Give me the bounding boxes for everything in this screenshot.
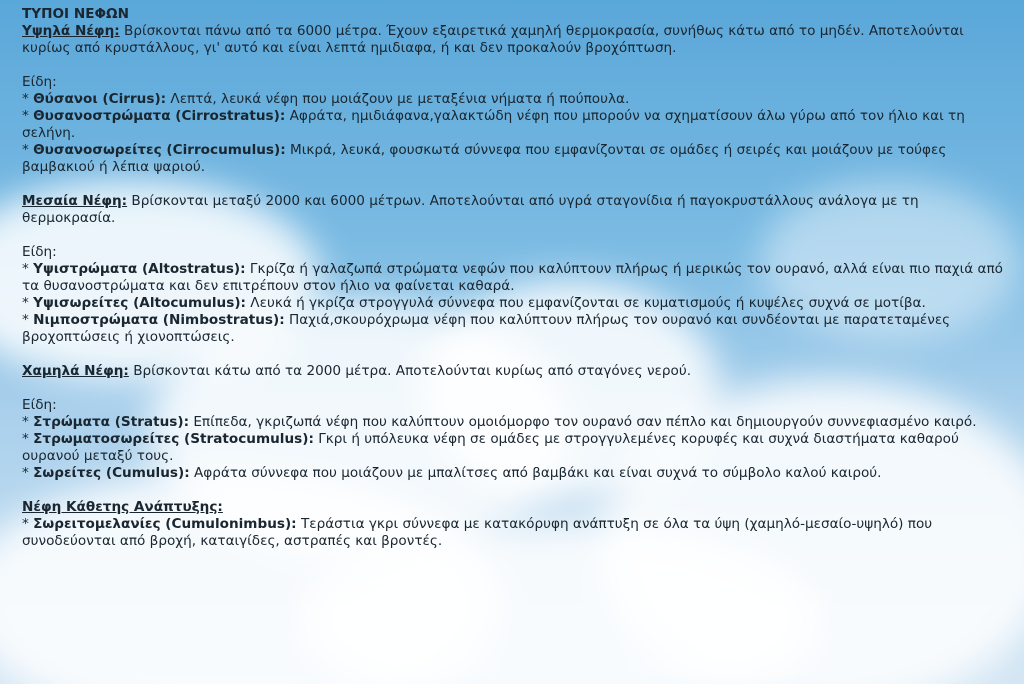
types-label: Είδη: bbox=[22, 397, 57, 413]
cloud-type-name: Νιμποστρώματα (Nimbostratus): bbox=[33, 312, 285, 328]
list-item: * Στρωματοσωρείτες (Stratocumulus): Γκρι ή υπόλευκα νέφη σε ομάδες με στρογγυλεμένες κορυφές και συχνά διαστήματα καθαρού ουρανού μεταξύ τους. bbox=[22, 431, 959, 464]
section-high-clouds bbox=[22, 23, 1007, 176]
cloud-type-name: Υψισωρείτες (Altocumulus): bbox=[33, 295, 246, 311]
section-heading: Χαμηλά Νέφη: bbox=[22, 363, 129, 379]
cloud-type-name: Υψιστρώματα (Altostratus): bbox=[33, 261, 246, 277]
section-vertical-clouds bbox=[22, 499, 1007, 550]
cloud-type-text: Επίπεδα, γκριζωπά νέφη που καλύπτουν ομοιόμορφο τον ουρανό σαν πέπλο και δημιουργούν συννεφιασμένο καιρό. bbox=[189, 414, 977, 430]
document-body bbox=[22, 6, 1007, 550]
list-item: * Σωρείτες (Cumulus): Αφράτα σύννεφα που μοιάζουν με μπαλίτσες από βαμβάκι και είναι συχνά το σύμβολο καλού καιρού. bbox=[22, 465, 882, 481]
cloud-type-name: Θυσανοστρώματα (Cirrostratus): bbox=[33, 108, 286, 124]
section-description: Βρίσκονται πάνω από τα 6000 μέτρα. Έχουν εξαιρετικά χαμηλή θερμοκρασία, συνήθως κάτω από το μηδέν. Αποτελούνται κυρίως από κρυστάλλους, γι' αυτό και είναι λεπτά ημιδιαφα, ή και δεν προκαλούν βροχόπτωση. bbox=[22, 23, 964, 56]
cloud-type-text: Μικρά, λευκά, φουσκωτά σύννεφα που εμφανίζονται σε ομάδες ή σειρές και μοιάζουν με τούφες βαμβακιού ή λέπια ψαριού. bbox=[22, 142, 947, 175]
section-heading: Μεσαία Νέφη: bbox=[22, 193, 128, 209]
cloud-type-text: Αφράτα σύννεφα που μοιάζουν με μπαλίτσες από βαμβάκι και είναι συχνά το σύμβολο καλού καιρού. bbox=[189, 465, 882, 481]
cloud-type-text: Γκρίζα ή γαλαζωπά στρώματα νεφών που καλύπτουν πλήρως ή μερικώς τον ουρανό, αλλά είναι πιο παχιά από τα θυσανοστρώματα και δεν επιτρέπουν στον ήλιο να φαίνεται καθαρά. bbox=[22, 261, 1003, 294]
page-title: ΤΥΠΟΙ ΝΕΦΩΝ bbox=[22, 6, 129, 22]
section-description: Βρίσκονται μεταξύ 2000 και 6000 μέτρων. Αποτελούνται από υγρά σταγονίδια ή παγοκρυστάλλους ανάλογα με τη θερμοκρασία. bbox=[22, 193, 919, 226]
cloud-type-name: Σωρείτες (Cumulus): bbox=[33, 465, 190, 481]
cloud-type-text: Λευκά ή γκρίζα στρογγυλά σύννεφα που εμφανίζονται σε κυματισμούς ή κυψέλες συχνά σε μοτίβα. bbox=[245, 295, 926, 311]
list-item: * Υψισωρείτες (Altocumulus): Λευκά ή γκρίζα στρογγυλά σύννεφα που εμφανίζονται σε κυματισμούς ή κυψέλες συχνά σε μοτίβα. bbox=[22, 295, 926, 311]
section-middle-clouds bbox=[22, 193, 1007, 346]
section-intro bbox=[22, 193, 1007, 227]
cloud-type-text: Αφράτα, ημιδιάφανα,γαλακτώδη νέφη που μπορούν να σχηματίσουν άλω γύρω από τον ήλιο και τη σελήνη. bbox=[22, 108, 965, 141]
cloud-type-name: Θυσανοσωρείτες (Cirrocumulus): bbox=[33, 142, 286, 158]
list-item: * Νιμποστρώματα (Nimbostratus): Παχιά,σκουρόχρωμα νέφη που καλύπτουν πλήρως τον ουρανό και συνδέονται με παρατεταμένες βροχοπτώσεις ή χιονοπτώσεις. bbox=[22, 312, 951, 345]
section-heading: Υψηλά Νέφη: bbox=[22, 23, 120, 39]
list-item: * Σωρειτομελανίες (Cumulonimbus): Τεράστια γκρι σύννεφα με κατακόρυφη ανάπτυξη σε όλα τα ύψη (χαμηλό-μεσαίο-υψηλό) που συνοδεύονται από βροχή, καταιγίδες, αστραπές και βροντές. bbox=[22, 516, 933, 549]
types-label: Είδη: bbox=[22, 244, 57, 260]
cloud-type-name: Στρώματα (Stratus): bbox=[33, 414, 190, 430]
list-item: * Στρώματα (Stratus): Επίπεδα, γκριζωπά νέφη που καλύπτουν ομοιόμορφο τον ουρανό σαν πέπλο και δημιουργούν συννεφιασμένο καιρό. bbox=[22, 414, 977, 430]
section-intro bbox=[22, 23, 1007, 57]
cloud-type-text: Γκρι ή υπόλευκα νέφη σε ομάδες με στρογγυλεμένες κορυφές και συχνά διαστήματα καθαρού ουρανού μεταξύ τους. bbox=[22, 431, 959, 464]
list-item: * Θυσανοστρώματα (Cirrostratus): Αφράτα, ημιδιάφανα,γαλακτώδη νέφη που μπορούν να σχηματίσουν άλω γύρω από τον ήλιο και τη σελήνη. bbox=[22, 108, 965, 141]
list-item: * Θύσανοι (Cirrus): Λεπτά, λευκά νέφη που μοιάζουν με μεταξένια νήματα ή πούπουλα. bbox=[22, 91, 630, 107]
list-item: * Θυσανοσωρείτες (Cirrocumulus): Μικρά, λευκά, φουσκωτά σύννεφα που εμφανίζονται σε ομάδες ή σειρές και μοιάζουν με τούφες βαμβακιού ή λέπια ψαριού. bbox=[22, 142, 947, 175]
section-intro bbox=[22, 363, 1007, 380]
cloud-type-text: Λεπτά, λευκά νέφη που μοιάζουν με μεταξένια νήματα ή πούπουλα. bbox=[166, 91, 630, 107]
section-intro bbox=[22, 499, 1007, 516]
list-item: * Υψιστρώματα (Altostratus): Γκρίζα ή γαλαζωπά στρώματα νεφών που καλύπτουν πλήρως ή μερικώς τον ουρανό, αλλά είναι πιο παχιά από τα θυσανοστρώματα και δεν επιτρέπουν στον ήλιο να φαίνεται καθαρά. bbox=[22, 261, 1003, 294]
cloud-type-name: Σωρειτομελανίες (Cumulonimbus): bbox=[33, 516, 297, 532]
section-heading: Νέφη Κάθετης Ανάπτυξης: bbox=[22, 499, 223, 515]
cloud-type-name: Στρωματοσωρείτες (Stratocumulus): bbox=[33, 431, 314, 447]
types-label: Είδη: bbox=[22, 74, 57, 90]
cloud-type-name: Θύσανοι (Cirrus): bbox=[33, 91, 167, 107]
cloud-type-text: Τεράστια γκρι σύννεφα με κατακόρυφη ανάπτυξη σε όλα τα ύψη (χαμηλό-μεσαίο-υψηλό) που συνοδεύονται από βροχή, καταιγίδες, αστραπές και βροντές. bbox=[22, 516, 933, 549]
section-description: Βρίσκονται κάτω από τα 2000 μέτρα. Αποτελούνται κυρίως από σταγόνες νερού. bbox=[128, 363, 692, 379]
section-low-clouds bbox=[22, 363, 1007, 482]
cloud-type-text: Παχιά,σκουρόχρωμα νέφη που καλύπτουν πλήρως τον ουρανό και συνδέονται με παρατεταμένες βροχοπτώσεις ή χιονοπτώσεις. bbox=[22, 312, 951, 345]
